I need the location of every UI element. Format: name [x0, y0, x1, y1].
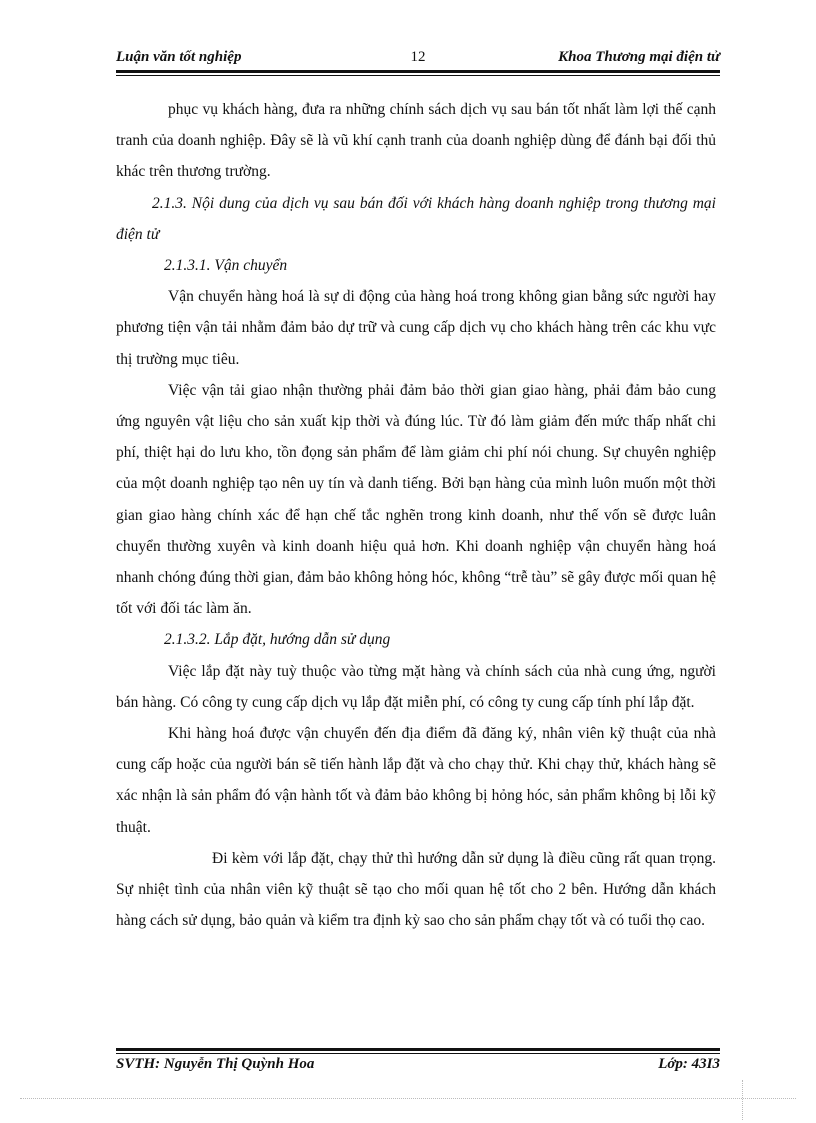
document-body [116, 94, 716, 936]
header-faculty: Khoa Thương mại điện tử [558, 49, 720, 65]
page-number: 12 [410, 49, 426, 65]
paragraph-transport-delivery: Việc vận tải giao nhận thường phải đảm bảo thời gian giao hàng, phải đảm bảo cung ứng nguyên vật liệu cho sản xuất kịp thời và đúng lúc. Từ đó làm giảm đến mức thấp nhất chi phí, thiệt hại do lưu kho, tồn đọng sản phẩm để làm giảm chi phí nói chung. Sự chuyên nghiệp của một doanh nghiệp tạo nên uy tín và danh tiếng. Bởi bạn hàng của mình luôn muốn một thời gian giao hàng chính xác để hạn chế tắc nghẽn trong kinh doanh, như thế vốn sẽ được luân chuyển thường xuyên và kinh doanh hiệu quả hơn. Khi doanh nghiệp vận chuyển hàng hoá nhanh chóng đúng thời gian, đảm bảo không hỏng hóc, không “trễ tàu” sẽ gây được mối quan hệ tốt với đối tác làm ăn. [116, 381, 716, 618]
page-border-guide-bottom [20, 1098, 796, 1099]
footer-class: Lớp: 43I3 [658, 1056, 720, 1072]
page-header [116, 48, 720, 70]
footer-student: SVTH: Nguyễn Thị Quỳnh Hoa [116, 1056, 315, 1072]
paragraph-installation-policy: Việc lắp đặt này tuỳ thuộc vào từng mặt hàng và chính sách của nhà cung ứng, người bán hàng. Có công ty cung cấp dịch vụ lắp đặt miễn phí, có công ty cung cấp tính phí lắp đặt. [116, 662, 716, 711]
paragraph-intro-continued: phục vụ khách hàng, đưa ra những chính sách dịch vụ sau bán tốt nhất làm lợi thế cạnh tranh của doanh nghiệp. Đây sẽ là vũ khí cạnh tranh của doanh nghiệp dùng để đánh bại đối thủ khác trên thương trường. [116, 101, 716, 181]
subsection-heading-transport: 2.1.3.1. Vận chuyển [164, 257, 288, 275]
section-heading-2-1-3: 2.1.3. Nội dung của dịch vụ sau bán đối với khách hàng doanh nghiệp trong thương mại điện tử [116, 194, 716, 243]
header-rule [116, 70, 720, 73]
paragraph-transport-definition: Vận chuyển hàng hoá là sự di động của hàng hoá trong không gian bằng sức người hay phương tiện vận tải nhằm đảm bảo dự trữ và cung cấp dịch vụ cho khách hàng trên các khu vực thị trường mục tiêu. [116, 288, 716, 368]
page-border-guide-right [742, 1080, 743, 1120]
footer-rule-thin [116, 1053, 720, 1054]
paragraph-installation-process: Khi hàng hoá được vận chuyển đến địa điểm đã đăng ký, nhân viên kỹ thuật của nhà cung cấp hoặc của người bán sẽ tiến hành lắp đặt và cho chạy thử. Khi chạy thử, khách hàng sẽ xác nhận là sản phẩm đó vận hành tốt và đảm bảo không bị hỏng hóc, sản phẩm không bị lỗi kỹ thuật. [116, 725, 716, 836]
paragraph-usage-guidance: Đi kèm với lắp đặt, chạy thử thì hướng dẫn sử dụng là điều cũng rất quan trọng. Sự nhiệt tình của nhân viên kỹ thuật sẽ tạo cho mối quan hệ tốt cho 2 bên. Hướng dẫn khách hàng cách sử dụng, bảo quản và kiểm tra định kỳ sao cho sản phẩm chạy tốt và có tuổi thọ cao. [116, 849, 716, 930]
header-thesis-title: Luận văn tốt nghiệp [116, 49, 242, 65]
subsection-heading-installation: 2.1.3.2. Lắp đặt, hướng dẫn sử dụng [164, 631, 391, 649]
page-footer [116, 1056, 720, 1078]
footer-rule [116, 1048, 720, 1051]
header-rule-thin [116, 75, 720, 76]
